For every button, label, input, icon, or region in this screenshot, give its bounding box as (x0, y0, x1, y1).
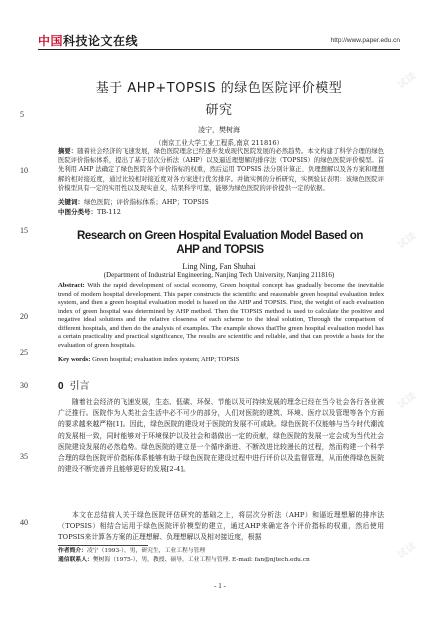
line-number-20: 20 (20, 312, 28, 321)
title-chinese-line-1: 基于 AHP+TOPSIS 的绿色医院评价模型 (95, 81, 343, 96)
title-chinese (38, 78, 400, 122)
watermark-1: 试读 (395, 70, 419, 92)
footnote-contact (58, 556, 388, 564)
abstract-chinese-label: 摘要： (58, 148, 78, 155)
line-number-10: 10 (20, 166, 28, 175)
line-number-30: 30 (20, 381, 28, 390)
footnote-author-bio (58, 547, 388, 555)
abstract-english (58, 282, 384, 350)
abstract-english-label: Abstract: (58, 282, 85, 289)
site-logo (38, 32, 138, 49)
footnote-contact-label: 通信联系人： (58, 557, 93, 563)
section-number: 0 (58, 381, 64, 392)
section-heading (58, 377, 90, 392)
body-paragraph-2: 本文在总结前人关于绿色医院评估研究的基础之上，将层次分析法（AHP）和逼近理想解的排序法（TOPSIS）相结合运用于绿色医院评价模型的建立，通过AHP来确定各个评价指标的权重，然后使用TOPSIS来计算各方案的正理想解、负理想解以及相对接近度，根据 (58, 511, 384, 542)
keywords-chinese-label: 关键词： (58, 198, 84, 206)
page-number: - 1 - (214, 582, 226, 590)
classification-text: TB-112 (97, 208, 121, 216)
classification-number (58, 207, 121, 216)
line-number-35: 35 (20, 452, 28, 461)
keywords-english-text: Green hospital; evaluation index system; AHP; TOPSIS (90, 356, 240, 363)
watermark-4: 试读 (395, 540, 419, 562)
logo-part-1: 中国 (38, 34, 64, 48)
watermark-3: 试读 (395, 390, 419, 412)
keywords-chinese-text: 绿色医院；评价指标体系；AHP；TOPSIS (84, 198, 209, 206)
line-number-25: 25 (20, 348, 28, 357)
watermark-2: 试读 (395, 230, 419, 252)
affiliation-english: (Department of Industrial Engineering, Nanjing Tech University, Nanjing 211816) (103, 271, 335, 279)
keywords-english (58, 356, 384, 363)
body-paragraph-1: 随着社会经济的飞速发展，生态、低碳、环保、节能以及可持续发展的理念已经在当今社会各行各业被广泛推行。医院作为人类社会生活中必不可少的部分，人们对医院的建筑、环境、医疗以及管理等各个方面的要求越来越严格[1]。因此，绿色医院的建设对于医院的发展不可或缺。绿色医院不仅能够与当今时代潮流的发展相一致，同时能够对于环境保护以及社会和谐做出一定的贡献，绿色医院的发展一定会成为当代社会医院建设发展的必然趋势。绿色医院的建立是一个循序渐进、不断改进比较漫长的过程，然而构建一个科学合理的绿色医院评价指标体系能够有助于绿色医院在建设过程中进行评价以及监督管理，从而使得绿色医院的建设不断完善并且能够更好的发展[2-4]。 (58, 398, 384, 474)
footnote-contact-text: 樊树海（1975-），男，教授、硕导，工业工程与管理. E-mail: fan@njtech.edu.cn (92, 557, 310, 563)
page-header (38, 30, 400, 50)
classification-label: 中图分类号： (58, 208, 97, 216)
affiliation-chinese: （南京工业大学工业工程系,南京 211816） (154, 139, 284, 147)
keywords-english-label: Key words: (58, 356, 91, 363)
footnote-author-text: 凌宁（1993-），男，研究生，工业工程与管理 (87, 548, 206, 554)
abstract-english-text: With the rapid development of social economy, Green hospital concept has gradually become the inevitable trend of modern hospital development. This paper constructs the scientific and reasonable green hospital evaluation index system, and then a green hospital evaluation model is based on the AHP and TOPSIS. First, the weight of each evaluation index of green hospital was determined by AHP method. Then the TOPSIS method is used to calculate the positive and negative ideal solutions and the relative closeness of each scheme to the ideal solution, Through the comparison of different hospitals, and then do the analysis of examples. The example shows thatThe green hospital evaluation model has a certain practicality and practical significance, The results are scientific and reliable, and that can provide a basis for the evaluation of green hospitals. (58, 282, 384, 349)
authors-chinese: 凌宁，樊树海 (198, 126, 240, 134)
title-chinese-line-2: 研究 (205, 103, 233, 118)
abstract-chinese-text: 随着社会经济的飞速发展，绿色医院理念已经逐步发成现代医院发展的必然趋势。本文构建了科学合理的绿色医院评价指标体系，提出了基于层次分析法（AHP）以及逼近理想解的排序法（TOPSIS）的绿色医院评价模型。首先利用 AHP 法确定了绿色医院各个评价指标的权重，然后运用 TOPSIS 法分别计算正、负理想解以及各方案和理想解的相对接近度，通过比较相对接近度对各方案进行优劣排序。并做实例的分析研究，实例验证表明：该绿色医院评价模型具有一定的实用性以及现实意义，结果科学可靠，能够为绿色医院的评价提供一定的依据。 (58, 148, 385, 192)
keywords-chinese (58, 197, 384, 206)
logo-part-2: 科技论文在线 (63, 34, 139, 48)
authors-english: Ling Ning, Fan Shuhai (182, 262, 256, 271)
line-number-40: 40 (20, 518, 28, 527)
line-number-5: 5 (20, 110, 24, 119)
footnote-author-label: 作者简介： (58, 548, 87, 554)
section-title: 引言 (69, 381, 90, 392)
header-url: http://www.paper.edu.cn (330, 37, 400, 44)
line-number-15: 15 (20, 226, 28, 235)
footnote-divider (58, 545, 148, 546)
abstract-chinese (58, 147, 384, 193)
title-english: Research on Green Hospital Evaluation Model Based on AHP and TOPSIS (77, 230, 363, 256)
